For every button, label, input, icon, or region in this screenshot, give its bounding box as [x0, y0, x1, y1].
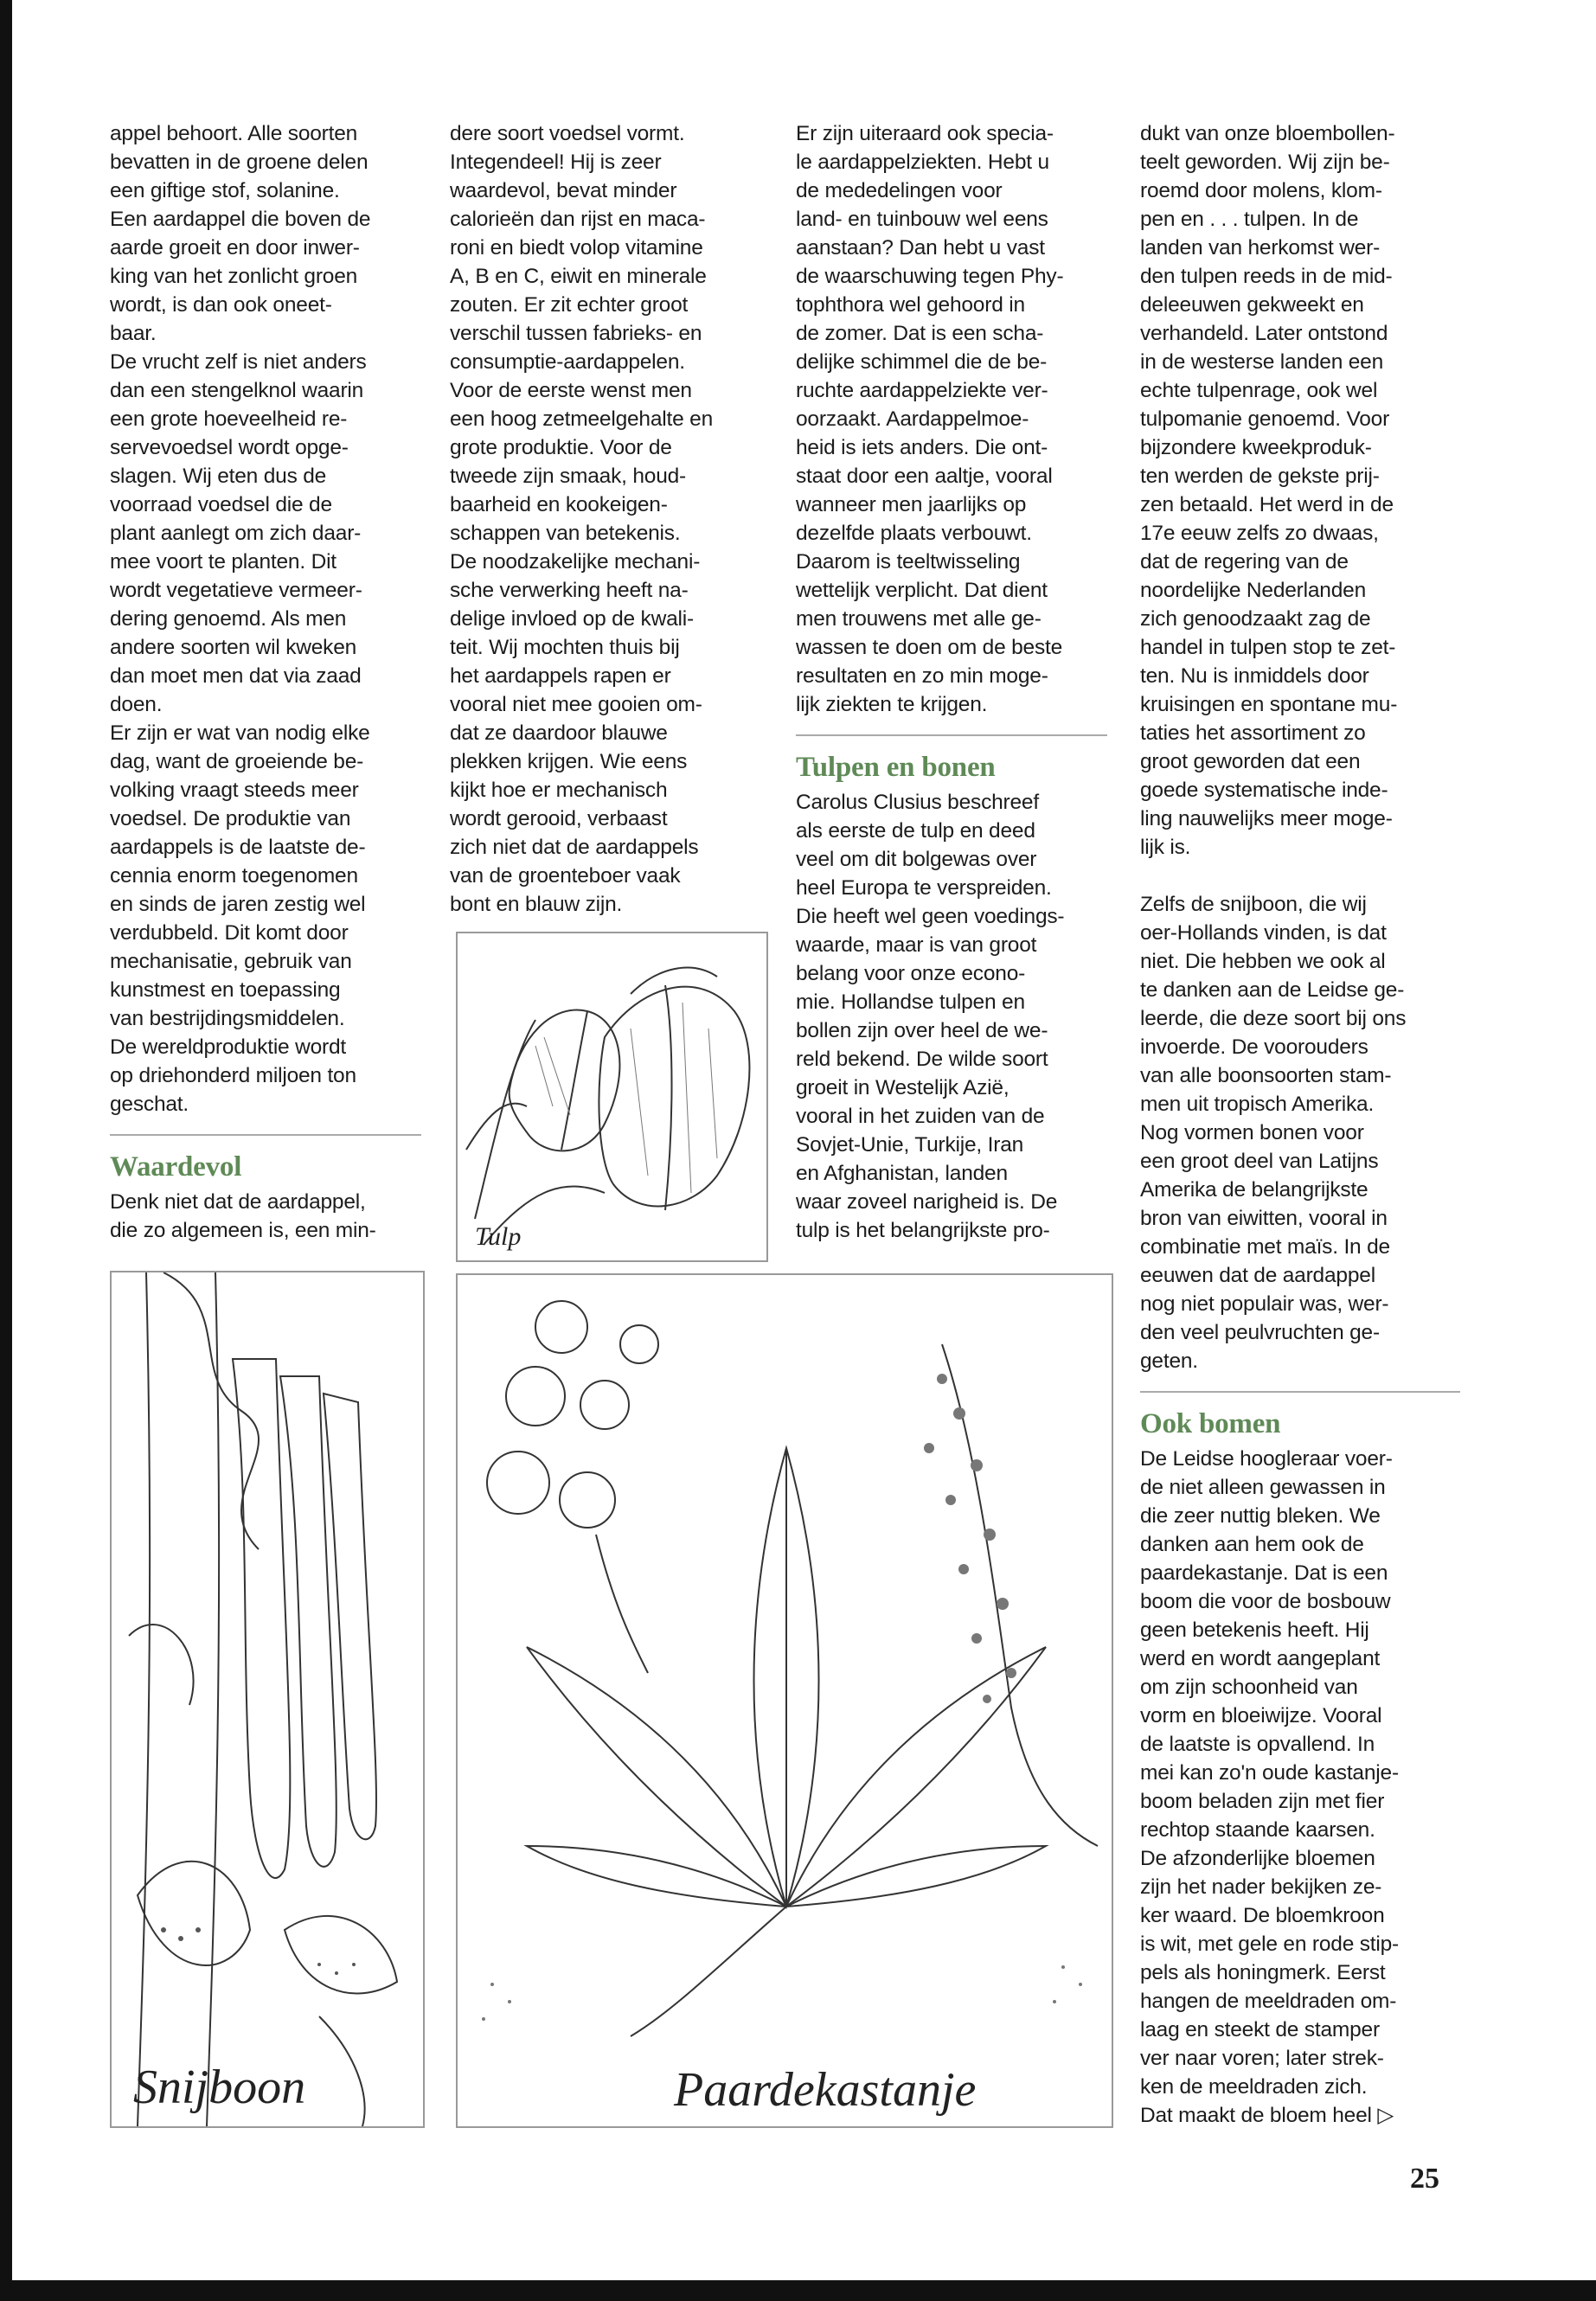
text-line: zen betaald. Het werd in de: [1140, 493, 1394, 516]
text-line: volking vraagt steeds meer: [110, 779, 359, 802]
text-line: Voor de eerste wenst men: [450, 379, 692, 402]
tulip-illustration: [456, 932, 768, 1262]
text-line: mechanisatie, gebruik van: [110, 950, 352, 973]
text-line: vooral in het zuiden van de: [796, 1105, 1045, 1128]
text-line: geen betekenis heeft. Hij: [1140, 1618, 1369, 1642]
text-line: van bestrijdingsmiddelen.: [110, 1007, 345, 1030]
text-line: het aardappels rapen er: [450, 664, 671, 688]
col4-para-2: [1140, 890, 1460, 1375]
text-line: calorieën dan rijst en maca-: [450, 208, 706, 231]
text-line: vorm en bloeiwijze. Vooral: [1140, 1704, 1382, 1727]
text-line: teelt geworden. Wij zijn be-: [1140, 151, 1390, 174]
text-line: combinatie met maïs. In de: [1140, 1235, 1390, 1259]
chestnut-caption: Paardekastanje: [674, 2063, 977, 2117]
text-line: waarde, maar is van groot: [796, 933, 1037, 957]
col1-para-4: [110, 1188, 421, 1245]
text-line: dering genoemd. Als men: [110, 607, 347, 631]
text-line: bevatten in de groene delen: [110, 151, 369, 174]
heading-waardevol: Waardevol: [110, 1151, 242, 1183]
text-line: en Afghanistan, landen: [796, 1162, 1008, 1185]
text-line: De wereldproduktie wordt: [110, 1035, 347, 1059]
text-line: te danken aan de Leidse ge-: [1140, 978, 1405, 1002]
text-line: niet. Die hebben we ook al: [1140, 950, 1386, 973]
text-line: Sovjet-Unie, Turkije, Iran: [796, 1133, 1024, 1157]
page-number: 25: [1410, 2163, 1439, 2195]
text-line: voorraad voedsel die de: [110, 493, 332, 516]
text-line: de waarschuwing tegen Phy-: [796, 265, 1064, 288]
text-line: Zelfs de snijboon, die wij: [1140, 893, 1367, 916]
text-line: de laatste is opvallend. In: [1140, 1733, 1375, 1756]
text-line: een groot deel van Latijns: [1140, 1150, 1379, 1173]
text-line: groot geworden dat een: [1140, 750, 1361, 773]
text-line: Daarom is teeltwisseling: [796, 550, 1021, 574]
text-line: mei kan zo'n oude kastanje-: [1140, 1761, 1399, 1785]
text-line: De afzonderlijke bloemen: [1140, 1847, 1375, 1870]
text-line: ken de meeldraden zich.: [1140, 2075, 1368, 2099]
text-line: ker waard. De bloemkroon: [1140, 1904, 1385, 1927]
text-line: in de westerse landen een: [1140, 350, 1384, 374]
text-line: wanneer men jaarlijks op: [796, 493, 1027, 516]
text-line: ruchte aardappelziekte ver-: [796, 379, 1048, 402]
text-line: dere soort voedsel vormt.: [450, 122, 685, 145]
text-line: zijn het nader bekijken ze-: [1140, 1875, 1382, 1899]
column-1: [110, 119, 421, 1245]
text-line: bollen zijn over heel de we-: [796, 1019, 1048, 1042]
col1-para-3: [110, 719, 421, 1118]
text-line: laag en steekt de stamper: [1140, 2018, 1380, 2041]
text-line: ling nauwelijks meer moge-: [1140, 807, 1393, 830]
text-line: bont en blauw zijn.: [450, 893, 623, 916]
text-line: doen.: [110, 693, 163, 716]
section-divider: [1140, 1391, 1460, 1393]
text-line: dan een stengelknol waarin: [110, 379, 364, 402]
text-line: een giftige stof, solanine.: [110, 179, 340, 202]
col1-para-2: [110, 348, 421, 719]
text-line: baarheid en kookeigen-: [450, 493, 668, 516]
text-line: king van het zonlicht groen: [110, 265, 358, 288]
text-line: mie. Hollandse tulpen en: [796, 990, 1025, 1014]
text-line: die zeer nuttig bleken. We: [1140, 1504, 1381, 1528]
text-line: teit. Wij mochten thuis bij: [450, 636, 680, 659]
tulip-caption: Tulp: [475, 1222, 522, 1251]
text-line: lijk is.: [1140, 836, 1191, 859]
text-line: de mededelingen voor: [796, 179, 1003, 202]
text-line: tophthora wel gehoord in: [796, 293, 1025, 317]
text-line: delijke schimmel die de be-: [796, 350, 1048, 374]
text-line: De Leidse hoogleraar voer-: [1140, 1447, 1393, 1471]
text-line: Nog vormen bonen voor: [1140, 1121, 1364, 1144]
text-line: roemd door molens, klom-: [1140, 179, 1382, 202]
scan-edge-left: [0, 0, 12, 2301]
text-line: cennia enorm toegenomen: [110, 864, 358, 888]
snijboon-illustration: [110, 1271, 425, 2128]
text-line: deleeuwen gekweekt en: [1140, 293, 1364, 317]
text-line: bron van eiwitten, vooral in: [1140, 1207, 1388, 1230]
text-line: staat door een aaltje, vooral: [796, 465, 1053, 488]
text-line: dukt van onze bloembollen-: [1140, 122, 1395, 145]
text-line: landen van herkomst wer-: [1140, 236, 1381, 260]
text-line: le aardappelziekten. Hebt u: [796, 151, 1049, 174]
text-line: tulp is het belangrijkste pro-: [796, 1219, 1050, 1242]
text-line: een hoog zetmeelgehalte en: [450, 407, 714, 431]
text-line: appel behoort. Alle soorten: [110, 122, 358, 145]
text-line: pen en . . . tulpen. In de: [1140, 208, 1359, 231]
text-line: zich niet dat de aardappels: [450, 836, 699, 859]
text-line: Die heeft wel geen voedings-: [796, 905, 1065, 928]
heading-ook-bomen: Ook bomen: [1140, 1408, 1281, 1439]
text-line: op driehonderd miljoen ton: [110, 1064, 356, 1087]
text-line: De noodzakelijke mechani-: [450, 550, 701, 574]
text-line: en sinds de jaren zestig wel: [110, 893, 366, 916]
text-line: belang voor onze econo-: [796, 962, 1026, 985]
text-line: aarde groeit en door inwer-: [110, 236, 360, 260]
text-line: geschat.: [110, 1093, 189, 1116]
section-divider: [110, 1134, 421, 1136]
text-line: verdubbeld. Dit komt door: [110, 921, 349, 945]
text-line: Carolus Clusius beschreef: [796, 791, 1039, 814]
text-line: servevoedsel wordt opge-: [110, 436, 349, 459]
text-line: verhandeld. Later ontstond: [1140, 322, 1388, 345]
text-line: wettelijk verplicht. Dat dient: [796, 579, 1048, 602]
text-line: kunstmest en toepassing: [110, 978, 341, 1002]
text-line: aanstaan? Dan hebt u vast: [796, 236, 1045, 260]
text-line: tweede zijn smaak, houd-: [450, 465, 687, 488]
text-line: vooral niet mee gooien om-: [450, 693, 702, 716]
text-line: consumptie-aardappelen.: [450, 350, 685, 374]
text-line: andere soorten wil kweken: [110, 636, 357, 659]
bean-caption: Snijboon: [133, 2061, 306, 2114]
text-line: zouten. Er zit echter groot: [450, 293, 689, 317]
text-line: Een aardappel die boven de: [110, 208, 371, 231]
text-line: Dat maakt de bloem heel ▷: [1140, 2104, 1394, 2127]
text-line: land- en tuinbouw wel eens: [796, 208, 1048, 231]
text-line: Integendeel! Hij is zeer: [450, 151, 662, 174]
text-line: ver naar voren; later strek-: [1140, 2047, 1384, 2070]
text-line: zich genoodzaakt zag de: [1140, 607, 1371, 631]
text-line: om zijn schoonheid van: [1140, 1676, 1358, 1699]
text-line: een grote hoeveelheid re-: [110, 407, 348, 431]
text-line: Denk niet dat de aardappel,: [110, 1190, 366, 1214]
text-line: reld bekend. De wilde soort: [796, 1048, 1048, 1071]
text-line: slagen. Wij eten dus de: [110, 465, 327, 488]
text-line: werd en wordt aangeplant: [1140, 1647, 1381, 1670]
text-line: veel om dit bolgewas over: [796, 848, 1037, 871]
text-line: dezelfde plaats verbouwt.: [796, 522, 1032, 545]
text-line: ten werden de gekste prij-: [1140, 465, 1380, 488]
text-line: wordt, is dan ook oneet-: [110, 293, 332, 317]
column-2: [450, 119, 761, 919]
text-line: handel in tulpen stop te zet-: [1140, 636, 1396, 659]
bean-drawing: [112, 1272, 423, 2126]
text-line: paardekastanje. Dat is een: [1140, 1561, 1388, 1585]
text-line: plant aanlegt om zich daar-: [110, 522, 362, 545]
text-line: boom beladen zijn met fier: [1140, 1790, 1385, 1813]
col1-para-1: [110, 119, 421, 348]
col4-para-1: [1140, 119, 1460, 862]
text-line: heid is iets anders. Die ont-: [796, 436, 1048, 459]
text-line: verschil tussen fabrieks- en: [450, 322, 702, 345]
col3-para-1: [796, 119, 1107, 719]
text-line: taties het assortiment zo: [1140, 721, 1366, 745]
text-line: men uit tropisch Amerika.: [1140, 1093, 1375, 1116]
text-line: lijk ziekten te krijgen.: [796, 693, 988, 716]
text-line: men trouwens met alle ge-: [796, 607, 1042, 631]
text-line: resultaten en zo min moge-: [796, 664, 1048, 688]
heading-tulpen-en-bonen: Tulpen en bonen: [796, 752, 996, 783]
text-line: is wit, met gele en rode stip-: [1140, 1932, 1400, 1956]
text-line: dan moet men dat via zaad: [110, 664, 362, 688]
text-line: baar.: [110, 322, 157, 345]
text-line: waar zoveel narigheid is. De: [796, 1190, 1058, 1214]
text-line: noordelijke Nederlanden: [1140, 579, 1367, 602]
text-line: grote produktie. Voor de: [450, 436, 672, 459]
text-line: aardappels is de laatste de-: [110, 836, 366, 859]
text-line: goede systematische inde-: [1140, 779, 1388, 802]
text-line: van de groenteboer vaak: [450, 864, 681, 888]
text-line: groeit in Westelijk Azië,: [796, 1076, 1010, 1099]
text-line: voedsel. De produktie van: [110, 807, 351, 830]
text-line: eeuwen dat de aardappel: [1140, 1264, 1375, 1287]
paardekastanje-illustration: [456, 1273, 1113, 2128]
text-line: dag, want de groeiende be-: [110, 750, 364, 773]
text-line: wordt gerooid, verbaast: [450, 807, 668, 830]
text-line: roni en biedt volop vitamine: [450, 236, 703, 260]
text-line: Er zijn uiteraard ook specia-: [796, 122, 1054, 145]
text-line: mee voort te planten. Dit: [110, 550, 337, 574]
text-line: echte tulpenrage, ook wel: [1140, 379, 1378, 402]
text-line: oer-Hollands vinden, is dat: [1140, 921, 1387, 945]
text-line: Amerika de belangrijkste: [1140, 1178, 1368, 1202]
text-line: Er zijn er wat van nodig elke: [110, 721, 370, 745]
text-line: 17e eeuw zelfs zo dwaas,: [1140, 522, 1379, 545]
col2-para-1: [450, 119, 761, 919]
section-divider: [796, 734, 1107, 736]
col4-para-3: [1140, 1445, 1460, 2130]
text-line: leerde, die deze soort bij ons: [1140, 1007, 1407, 1030]
text-line: als eerste de tulp en deed: [796, 819, 1035, 843]
text-line: schappen van betekenis.: [450, 522, 681, 545]
text-line: geten.: [1140, 1349, 1198, 1373]
text-line: die zo algemeen is, een min-: [110, 1219, 376, 1242]
text-line: hangen de meeldraden om-: [1140, 1990, 1397, 2013]
chestnut-drawing: [458, 1275, 1112, 2126]
column-3: [796, 119, 1107, 1245]
scan-edge-bottom: [0, 2280, 1596, 2301]
text-line: boom die voor de bosbouw: [1140, 1590, 1391, 1613]
column-4: [1140, 119, 1460, 2130]
col3-para-2: [796, 788, 1107, 1245]
text-line: kijkt hoe er mechanisch: [450, 779, 668, 802]
text-line: de niet alleen gewassen in: [1140, 1476, 1386, 1499]
text-line: wordt vegetatieve vermeer-: [110, 579, 362, 602]
text-line: pels als honingmerk. Eerst: [1140, 1961, 1386, 1984]
text-line: danken aan hem ook de: [1140, 1533, 1364, 1556]
text-line: waardevol, bevat minder: [450, 179, 677, 202]
text-line: nog niet populair was, wer-: [1140, 1292, 1389, 1316]
text-line: A, B en C, eiwit en minerale: [450, 265, 707, 288]
text-line: plekken krijgen. Wie eens: [450, 750, 688, 773]
text-line: invoerde. De voorouders: [1140, 1035, 1368, 1059]
text-line: dat ze daardoor blauwe: [450, 721, 668, 745]
text-line: de zomer. Dat is een scha-: [796, 322, 1044, 345]
text-line: sche verwerking heeft na-: [450, 579, 689, 602]
text-line: oorzaakt. Aardappelmoe-: [796, 407, 1029, 431]
text-line: ten. Nu is inmiddels door: [1140, 664, 1369, 688]
text-line: den veel peulvruchten ge-: [1140, 1321, 1380, 1344]
text-line: kruisingen en spontane mu-: [1140, 693, 1398, 716]
text-line: wassen te doen om de beste: [796, 636, 1063, 659]
text-line: van alle boonsoorten stam-: [1140, 1064, 1392, 1087]
text-line: den tulpen reeds in de mid-: [1140, 265, 1393, 288]
text-line: rechtop staande kaarsen.: [1140, 1818, 1375, 1842]
text-line: De vrucht zelf is niet anders: [110, 350, 367, 374]
text-line: bijzondere kweekproduk-: [1140, 436, 1372, 459]
text-line: tulpomanie genoemd. Voor: [1140, 407, 1390, 431]
text-line: dat de regering van de: [1140, 550, 1349, 574]
tulip-drawing: [458, 933, 766, 1260]
text-line: heel Europa te verspreiden.: [796, 876, 1052, 900]
text-line: delige invloed op de kwali-: [450, 607, 694, 631]
